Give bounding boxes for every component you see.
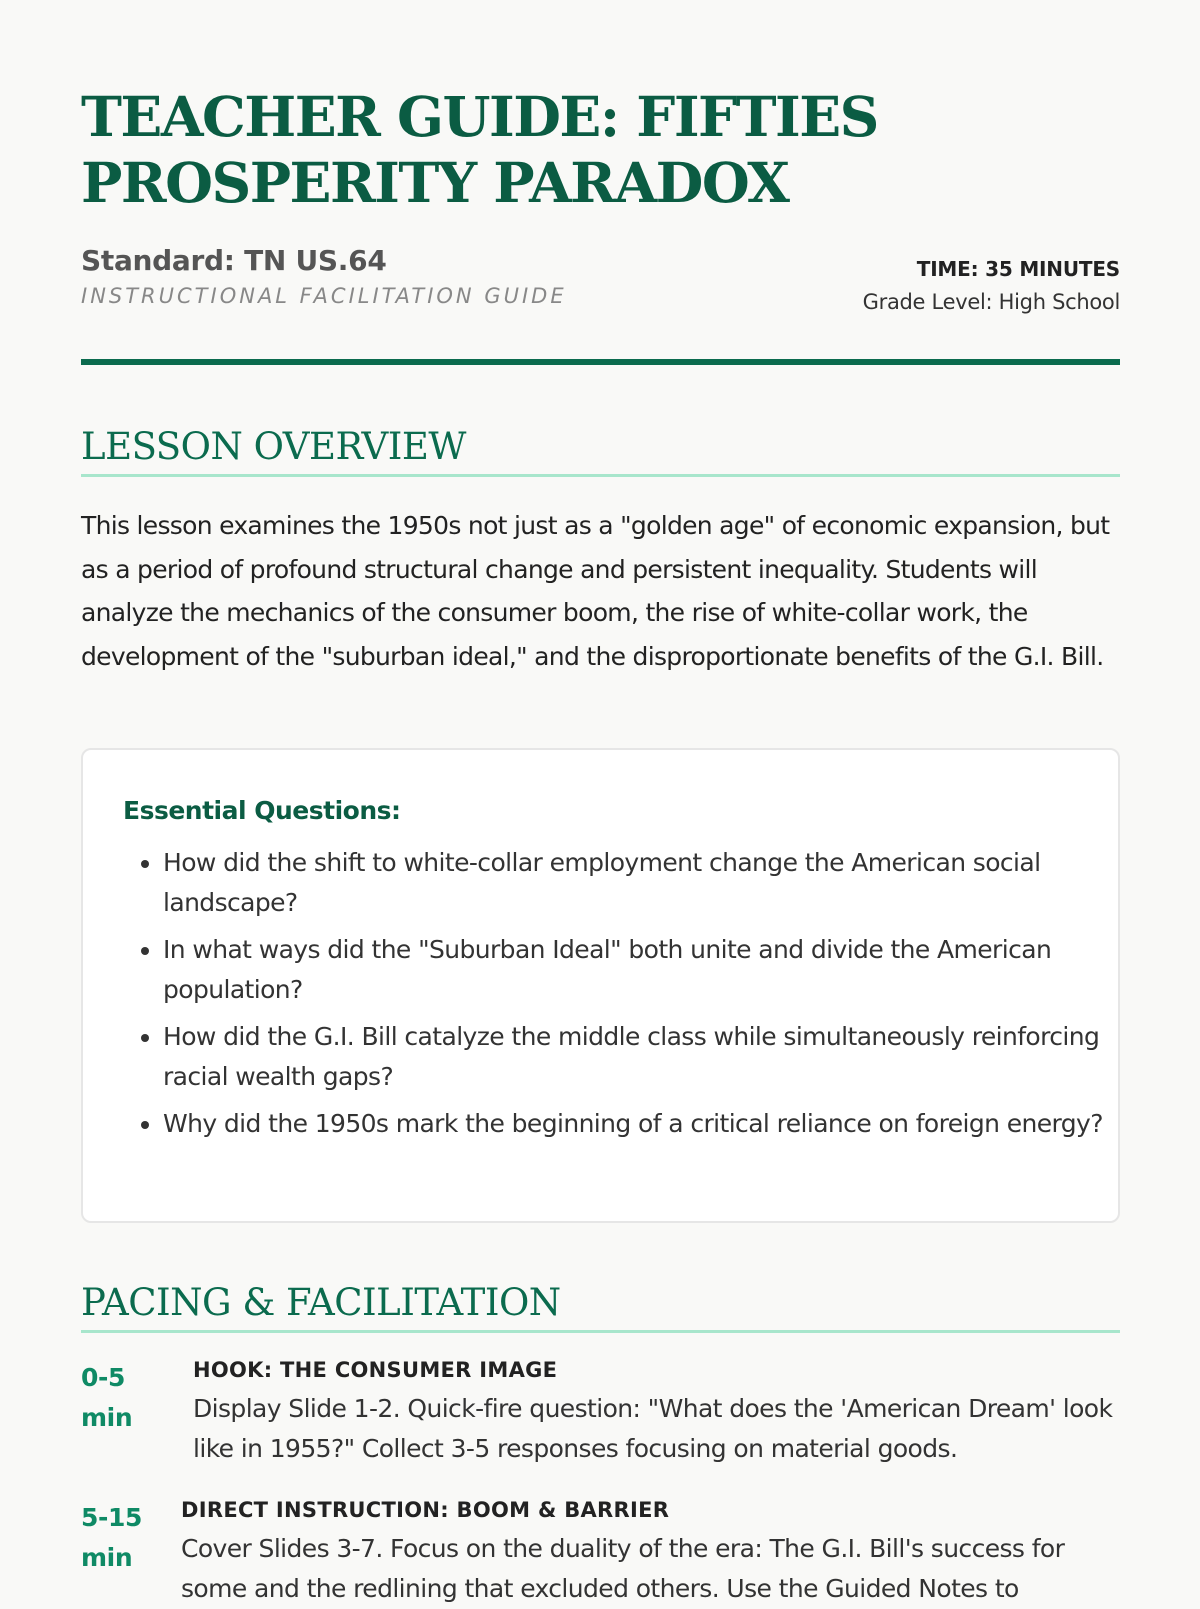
pacing-step-description: Cover Slides 3-7. Focus on the duality of the era: The G.I. Bill's success for some and the redlining that excluded others. Use the Guided Notes to: [181, 1534, 1065, 1603]
page-title-line-2: PROSPERITY PARADOX: [81, 150, 789, 215]
pacing-time-unit: min: [81, 1403, 133, 1432]
grade-level: Grade Level: High School: [862, 290, 1120, 314]
essential-question-item: • Why did the 1950s mark the beginning of a critical reliance on foreign energy?: [163, 1104, 1103, 1144]
header-divider: [81, 359, 1120, 365]
pacing-step-title: HOOK: THE CONSUMER IMAGE: [193, 1358, 558, 1382]
pacing-time: [81, 1498, 161, 1578]
pacing-heading: PACING & FACILITATION: [81, 1280, 1120, 1333]
pacing-time-range: 0-5: [81, 1363, 125, 1392]
essential-questions-title: Essential Questions:: [123, 796, 401, 825]
essential-question-item: • In what ways did the "Suburban Ideal" both unite and divide the American population?: [163, 930, 1103, 1010]
pacing-time: [81, 1358, 161, 1438]
pacing-step-description: Display Slide 1-2. Quick-fire question: "What does the 'American Dream' look like in 1955?" Collect 3-5 responses focusing on material goods.: [193, 1394, 1113, 1463]
guide-subtitle: INSTRUCTIONAL FACILITATION GUIDE: [81, 284, 567, 308]
page-title: [81, 84, 878, 216]
pacing-time-unit: min: [81, 1543, 133, 1572]
pacing-step-title: DIRECT INSTRUCTION: BOOM & BARRIER: [181, 1498, 670, 1522]
standard-label: Standard: TN US.64: [81, 244, 387, 277]
lesson-time: TIME: 35 MINUTES: [916, 257, 1120, 281]
essential-questions-list: [123, 843, 1103, 1151]
essential-question-item: • How did the G.I. Bill catalyze the middle class while simultaneously reinforcing racial wealth gaps?: [163, 1017, 1103, 1097]
pacing-time-range: 5-15: [81, 1503, 142, 1532]
essential-questions-box: [81, 748, 1120, 1223]
essential-question-item: • How did the shift to white-collar employment change the American social landscape?: [163, 843, 1103, 923]
pacing-body: [181, 1498, 1120, 1609]
lesson-overview-heading: LESSON OVERVIEW: [81, 424, 1120, 477]
pacing-body: [193, 1358, 1120, 1469]
page-title-line-1: TEACHER GUIDE: FIFTIES: [81, 84, 878, 149]
lesson-meta-left: [81, 244, 567, 309]
lesson-overview-text: This lesson examines the 1950s not just as a "golden age" of economic expansion, but as a period of profound structural change and persistent inequality. Students will analyze the mechanics of the consumer boom, the rise of white-collar work, the development of the "suburban ideal," and the disproportionate benefits of the G.I. Bill.: [81, 511, 1110, 671]
lesson-meta-right: [863, 256, 1120, 315]
